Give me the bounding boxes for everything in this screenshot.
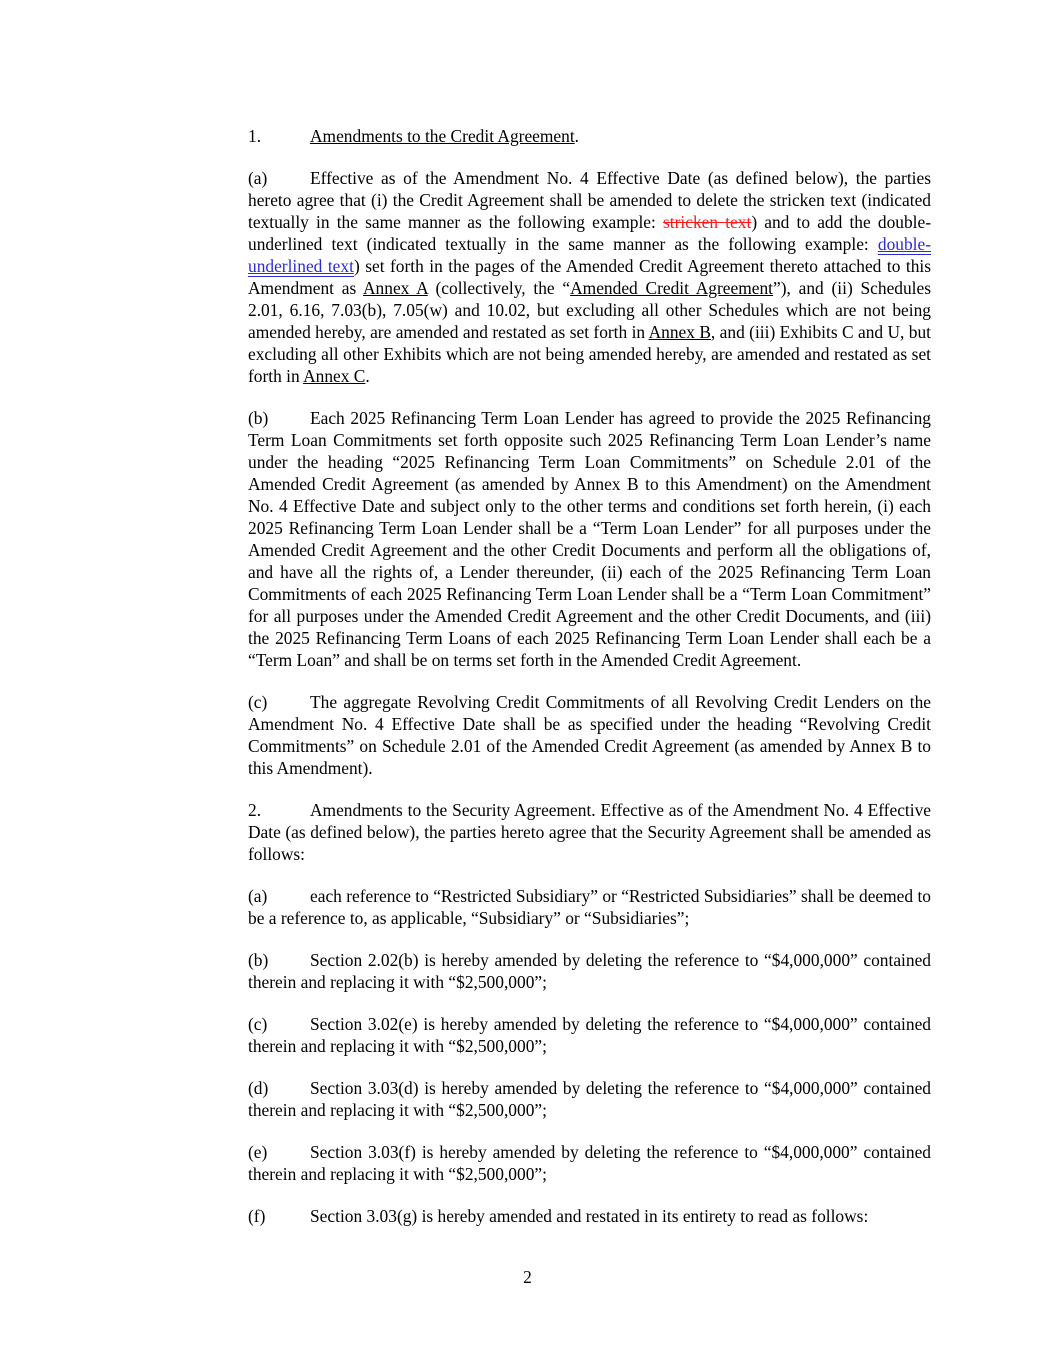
annex-a-ref: Annex A: [363, 278, 428, 298]
annex-b-ref: Annex B: [648, 322, 711, 342]
list-item: (a) each reference to “Restricted Subsidiary” or “Restricted Subsidiaries” shall be deemed to be a reference to, as applicable, “Subsidiary” or “Subsidiaries”;: [248, 886, 931, 928]
annex-c-ref: Annex C: [303, 366, 366, 386]
page-number: 2: [523, 1267, 532, 1287]
list-item: (b) Section 2.02(b) is hereby amended by deleting the reference to “$4,000,000” contained therein and replacing it with “$2,500,000”;: [248, 950, 931, 992]
section-title: Amendments to the Credit Agreement: [310, 126, 575, 146]
item-label: (f): [248, 1206, 266, 1226]
section-2-paragraph: 2. Amendments to the Security Agreement. Effective as of the Amendment No. 4 Effective Date (as defined below), the parties hereto agree that the Security Agreement shall be amended as follows:: [248, 800, 931, 864]
document-body: [124, 125, 931, 1227]
list-item: (f) Section 3.03(g) is hereby amended and restated in its entirety to read as follows:: [248, 1206, 869, 1226]
section-number: 1.: [248, 126, 262, 146]
item-label: (e): [248, 1142, 268, 1162]
double-underlined-text-example: double-underlined text: [248, 234, 931, 276]
amended-credit-agreement-term: Amended Credit Agreement: [570, 278, 774, 298]
item-label: (d): [248, 1078, 269, 1098]
list-item: (d) Section 3.03(d) is hereby amended by deleting the reference to “$4,000,000” contained therein and replacing it with “$2,500,000”;: [248, 1078, 931, 1120]
paragraph-1a: (a) Effective as of the Amendment No. 4 Effective Date (as defined below), the parties hereto agree that (i) the Credit Agreement shall be amended to delete the stricken text (indicated textually in the same manner as the following example: stricken text) and to add the double-underlined text (indicated textually in the same manner as the following example: double-underlined text) set forth in the pages of the Amended Credit Agreement thereto attached to this Amendment as Annex A (collectively, the “Amended Credit Agreement”), and (ii) Schedules 2.01, 6.16, 7.03(b), 7.05(w) and 10.02, but excluding all other Schedules which are not being amended hereby, are amended and restated as set forth in Annex B, and (iii) Exhibits C and U, but excluding all other Exhibits which are not being amended hereby, are amended and restated as set forth in Annex C.: [248, 168, 931, 386]
section-1-heading: 1. Amendments to the Credit Agreement.: [248, 126, 580, 146]
paragraph-1b: (b) Each 2025 Refinancing Term Loan Lender has agreed to provide the 2025 Refinancing Term Loan Commitments set forth opposite such 2025 Refinancing Term Loan Lender’s name under the heading “2025 Refinancing Term Loan Commitments” on Schedule 2.01 of the Amended Credit Agreement (as amended by Annex B to this Amendment) on the Amendment No. 4 Effective Date and subject only to the other terms and conditions set forth herein, (i) each 2025 Refinancing Term Loan Lender shall be a “Term Loan Lender” for all purposes under the Amended Credit Agreement and the other Credit Documents and perform all the obligations of, and have all the rights of, a Lender thereunder, (ii) each of the 2025 Refinancing Term Loan Commitments of each 2025 Refinancing Term Loan Lender shall be a “Term Loan Commitment” for all purposes under the Amended Credit Agreement and the other Credit Documents, and (iii) the 2025 Refinancing Term Loans of each 2025 Refinancing Term Loan Lender shall each be a “Term Loan” and shall be on terms set forth in the Amended Credit Agreement.: [248, 408, 931, 670]
item-label: (c): [248, 1014, 268, 1034]
section-number: 2.: [248, 800, 262, 820]
item-label: (b): [248, 950, 269, 970]
item-label: (c): [248, 692, 268, 712]
item-label: (b): [248, 408, 269, 428]
paragraph-1c: (c) The aggregate Revolving Credit Commitments of all Revolving Credit Lenders on the Amendment No. 4 Effective Date shall be as specified under the heading “Revolving Credit Commitments” on Schedule 2.01 of the Amended Credit Agreement (as amended by Annex B to this Amendment).: [248, 692, 931, 778]
list-item: (c) Section 3.02(e) is hereby amended by deleting the reference to “$4,000,000” contained therein and replacing it with “$2,500,000”;: [248, 1014, 931, 1056]
stricken-text-example: stricken text: [663, 212, 752, 232]
list-item: (e) Section 3.03(f) is hereby amended by deleting the reference to “$4,000,000” contained therein and replacing it with “$2,500,000”;: [248, 1142, 931, 1184]
item-label: (a): [248, 168, 268, 188]
item-label: (a): [248, 886, 268, 906]
